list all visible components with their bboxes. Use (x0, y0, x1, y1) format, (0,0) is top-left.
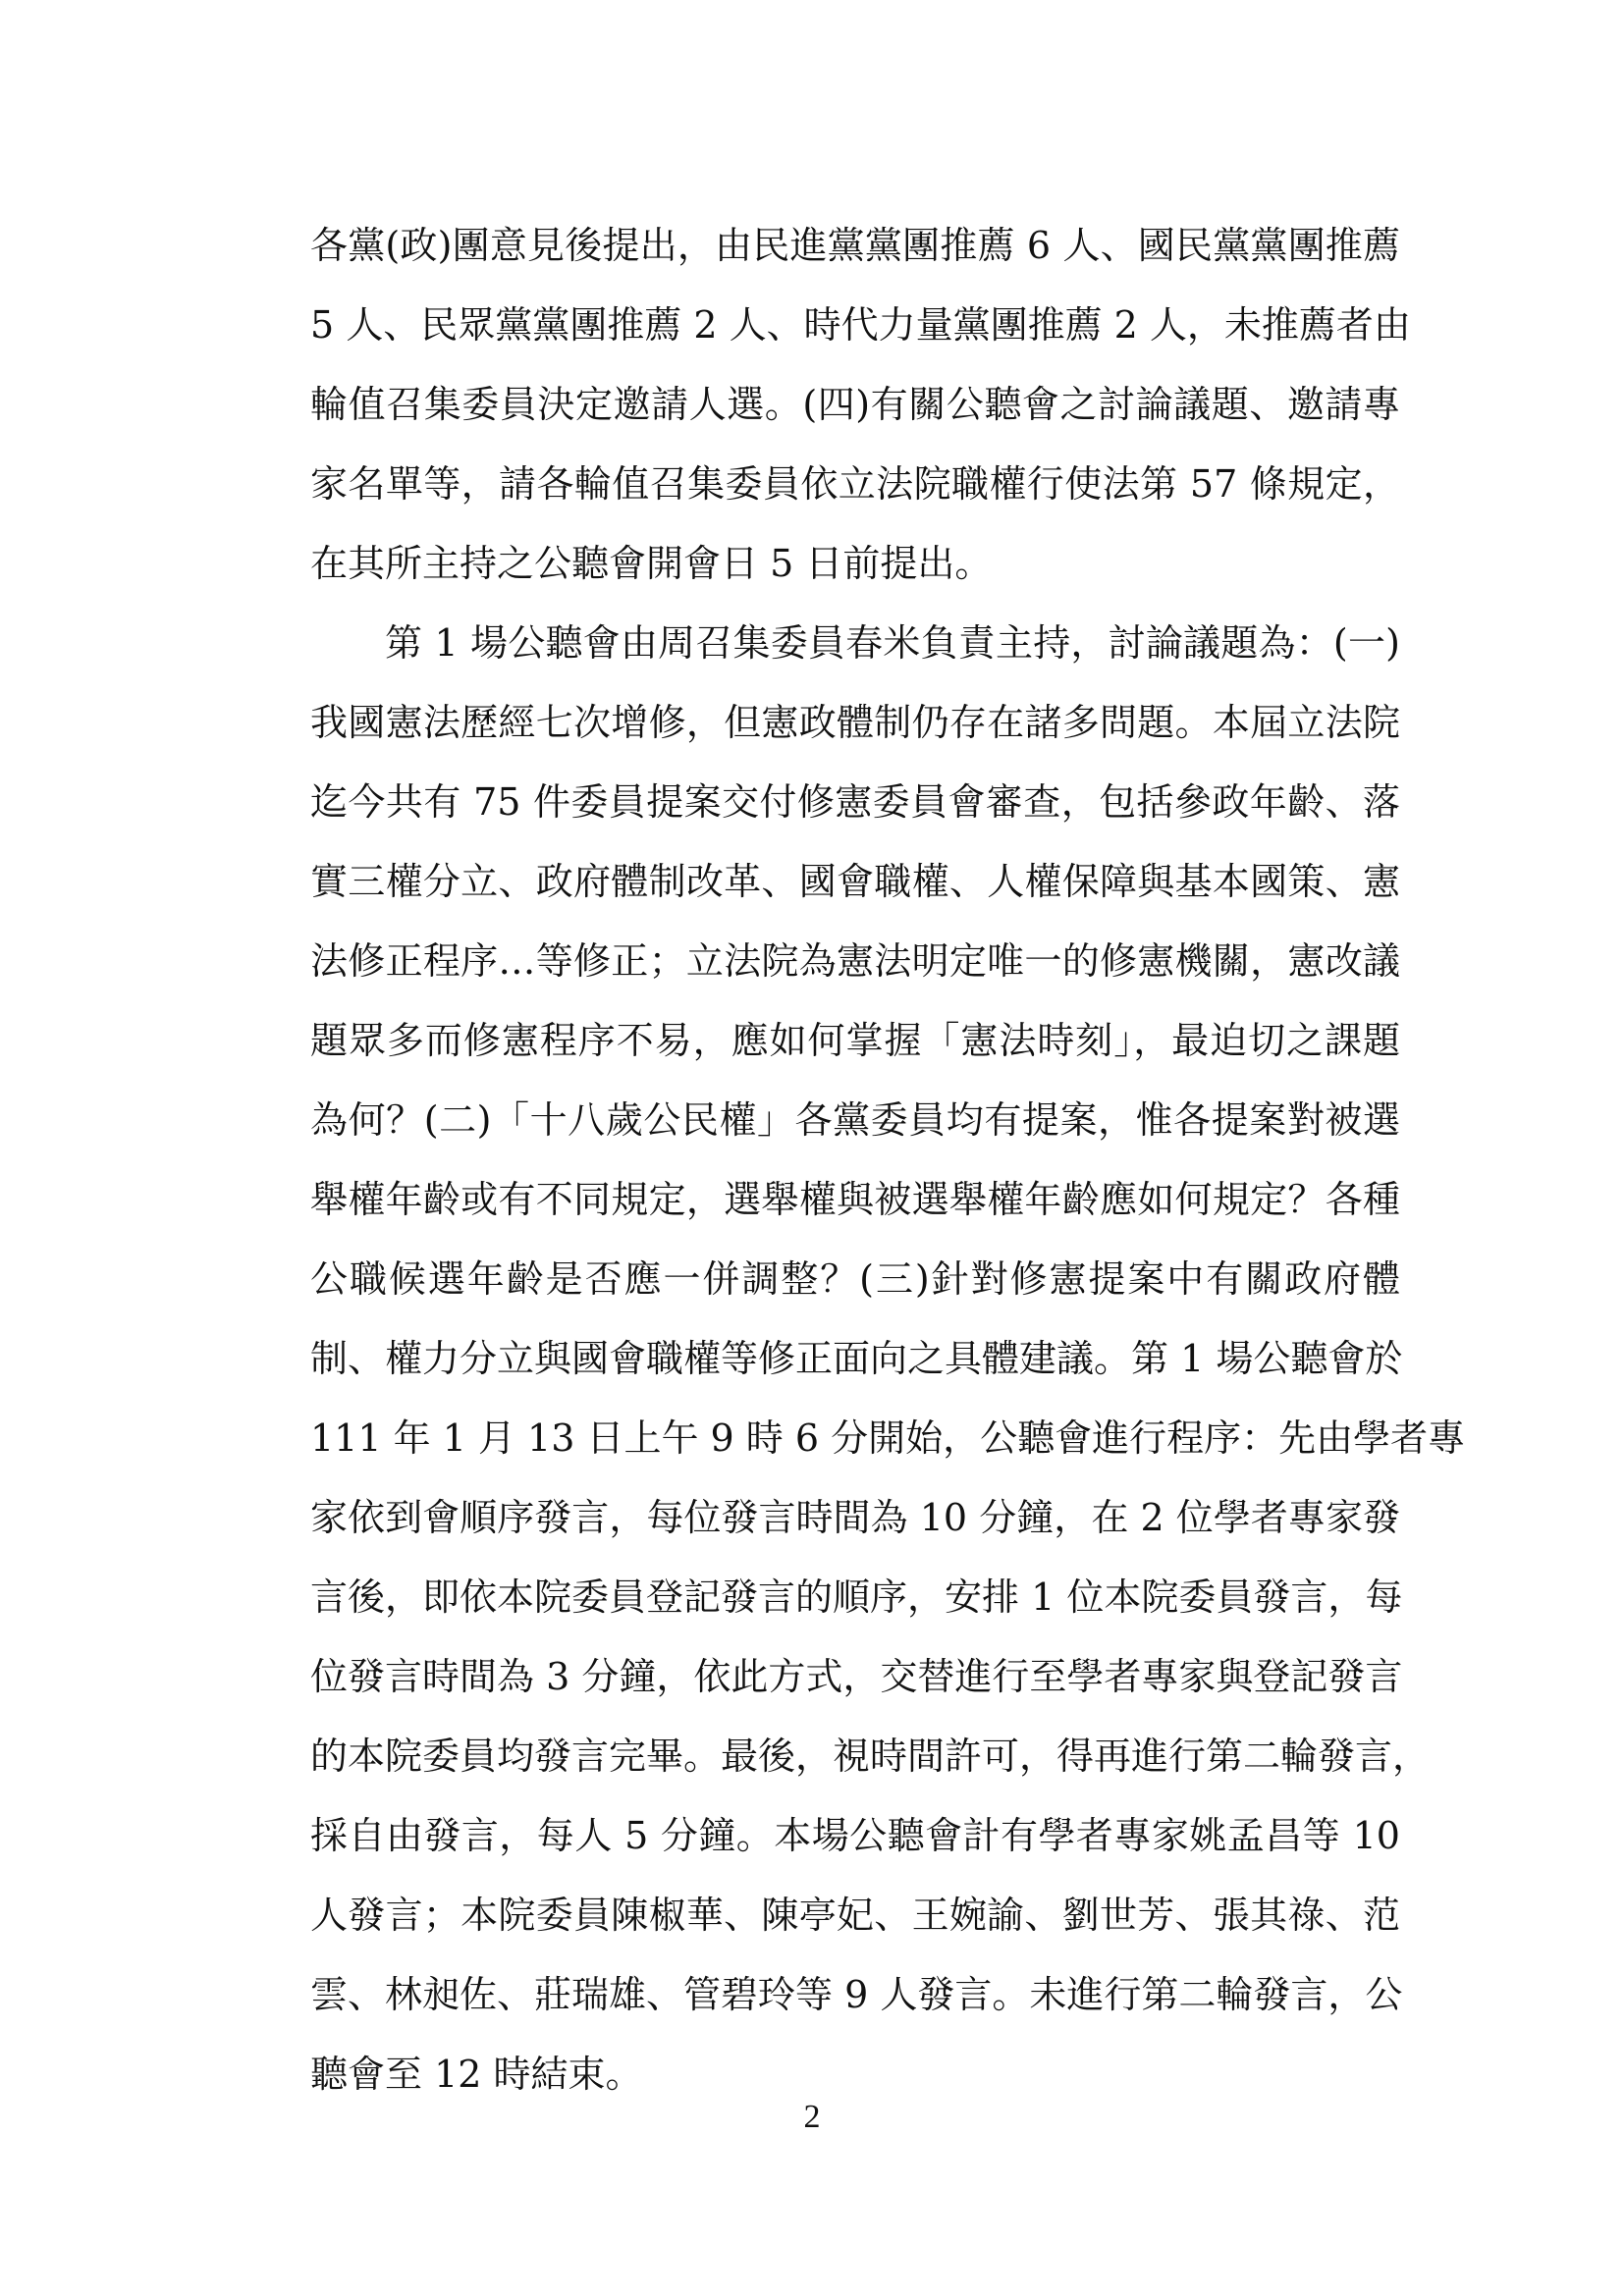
text-line: 法修正程序…等修正；立法院為憲法明定唯一的修憲機關，憲改議 (310, 939, 1400, 983)
text-line: 採自由發言，每人 5 分鐘。本場公聽會計有學者專家姚孟昌等 10 (310, 1814, 1400, 1857)
text-line: 制、權力分立與國會職權等修正面向之具體建議。第 1 場公聽會於 (310, 1337, 1403, 1380)
text-line: 在其所主持之公聽會開會日 5 日前提出。 (310, 542, 993, 585)
text-line: 聽會至 12 時結束。 (310, 2053, 643, 2096)
text-line: 雲、林昶佐、莊瑞雄、管碧玲等 9 人發言。未進行第二輪發言，公 (310, 1973, 1403, 2016)
text-line: 為何？(二)「十八歲公民權」各黨委員均有提案，惟各提案對被選 (310, 1098, 1400, 1142)
page-number: 2 (803, 2099, 821, 2135)
text-line: 實三權分立、政府體制改革、國會職權、人權保障與基本國策、憲 (310, 860, 1400, 903)
text-line: 人發言；本院委員陳椒華、陳亭妃、王婉諭、劉世芳、張其祿、范 (310, 1894, 1400, 1937)
text-line: 家依到會順序發言，每位發言時間為 10 分鐘，在 2 位學者專家發 (310, 1496, 1400, 1539)
text-line: 公職候選年齡是否應一併調整？(三)針對修憲提案中有關政府體 (310, 1257, 1400, 1301)
text-line: 輪值召集委員決定邀請人選。(四)有關公聽會之討論議題、邀請專 (310, 383, 1400, 426)
text-line: 迄今共有 75 件委員提案交付修憲委員會審查，包括參政年齡、落 (310, 780, 1400, 824)
text-line: 位發言時間為 3 分鐘，依此方式，交替進行至學者專家與登記發言 (310, 1655, 1403, 1698)
text-line: 的本院委員均發言完畢。最後，視時間許可，得再進行第二輪發言， (310, 1735, 1431, 1778)
text-line: 5 人、民眾黨黨團推薦 2 人、時代力量黨團推薦 2 人，未推薦者由 (310, 303, 1411, 347)
paragraph-1 (310, 206, 1411, 604)
text-line: 各黨(政)團意見後提出，由民進黨黨團推薦 6 人、國民黨黨團推薦 (310, 224, 1400, 267)
text-line: 題眾多而修憲程序不易，應如何掌握「憲法時刻」，最迫切之課題 (310, 1019, 1400, 1062)
text-line: 我國憲法歷經七次增修，但憲政體制仍存在諸多問題。本屆立法院 (310, 701, 1400, 744)
paragraph-2 (310, 604, 1466, 2114)
text-line: 第 1 場公聽會由周召集委員春米負責主持，討論議題為：(一) (385, 621, 1400, 665)
text-line: 舉權年齡或有不同規定，選舉權與被選舉權年齡應如何規定？各種 (310, 1178, 1400, 1221)
document-body (310, 206, 1466, 2114)
text-line: 言後，即依本院委員登記發言的順序，安排 1 位本院委員發言，每 (310, 1575, 1403, 1619)
text-line: 家名單等，請各輪值召集委員依立法院職權行使法第 57 條規定， (310, 462, 1400, 506)
text-line: 111 年 1 月 13 日上午 9 時 6 分開始，公聽會進行程序：先由學者專 (310, 1416, 1466, 1460)
